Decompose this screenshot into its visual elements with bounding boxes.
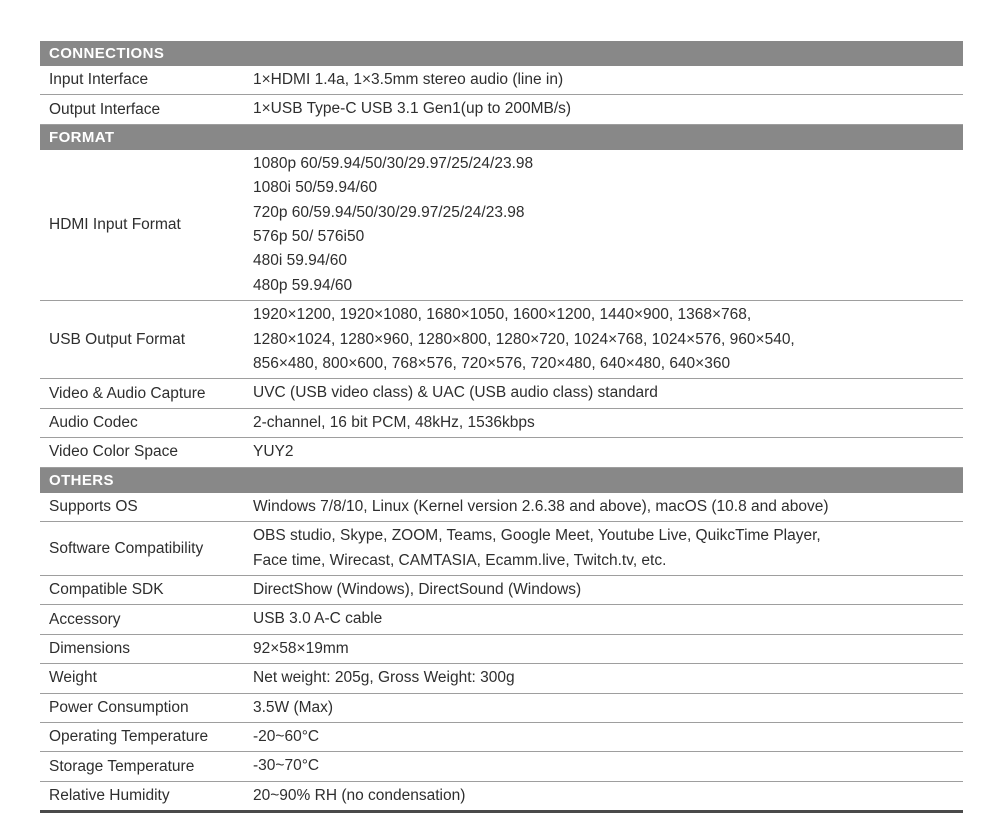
spec-label: Software Compatibility xyxy=(49,539,204,557)
spec-value xyxy=(253,411,963,435)
spec-label: Storage Temperature xyxy=(49,757,195,775)
row-storage-temperature xyxy=(40,752,963,781)
spec-value xyxy=(253,754,963,778)
spec-value-line: -30~70°C xyxy=(253,757,320,775)
spec-value-line: DirectShow (Windows), DirectSound (Windows) xyxy=(253,580,582,598)
spec-label: Relative Humidity xyxy=(49,786,170,804)
spec-label: Power Consumption xyxy=(49,698,189,716)
spec-value-line: 856×480, 800×600, 768×576, 720×576, 720×480, 640×480, 640×360 xyxy=(253,355,731,373)
spec-value-line: OBS studio, Skype, ZOOM, Teams, Google Meet, Youtube Live, QuikcTime Player, xyxy=(253,527,821,545)
spec-label: USB Output Format xyxy=(49,330,186,348)
spec-value-line: 480p 59.94/60 xyxy=(253,276,353,294)
spec-value-line: 576p 50/ 576i50 xyxy=(253,228,365,246)
spec-label: Video & Audio Capture xyxy=(49,384,206,402)
row-dimensions xyxy=(40,635,963,664)
spec-value-line: 1080p 60/59.94/50/30/29.97/25/24/23.98 xyxy=(253,154,534,172)
spec-value xyxy=(253,696,963,720)
section-header-others: OTHERS xyxy=(40,468,963,493)
spec-label: Accessory xyxy=(49,610,121,628)
spec-value-line: 1080i 50/59.94/60 xyxy=(253,179,378,197)
spec-value-line: 480i 59.94/60 xyxy=(253,252,347,270)
row-supports-os xyxy=(40,493,963,522)
spec-value-line: 1×HDMI 1.4a, 1×3.5mm stereo audio (line in) xyxy=(253,71,564,88)
spec-value xyxy=(253,784,963,808)
spec-value xyxy=(253,666,963,690)
row-operating-temperature xyxy=(40,723,963,752)
spec-value-line: USB 3.0 A-C cable xyxy=(253,610,383,628)
spec-label: Audio Codec xyxy=(49,414,138,432)
spec-value xyxy=(253,68,963,92)
spec-value-line: 2-channel, 16 bit PCM, 48kHz, 1536kbps xyxy=(253,413,535,431)
spec-label: Input Interface xyxy=(49,71,149,89)
row-video-audio-capture xyxy=(40,379,963,408)
spec-value xyxy=(253,381,963,405)
spec-value xyxy=(253,607,963,631)
row-hdmi-input-format xyxy=(40,150,963,301)
spec-value xyxy=(253,152,963,298)
section-header-connections: CONNECTIONS xyxy=(40,41,963,66)
row-audio-codec xyxy=(40,409,963,438)
spec-value xyxy=(253,495,963,519)
spec-value-line: Net weight: 205g, Gross Weight: 300g xyxy=(253,669,515,687)
spec-label: Compatible SDK xyxy=(49,581,164,599)
spec-table xyxy=(40,41,963,813)
spec-value-line: Windows 7/8/10, Linux (Kernel version 2.6.38 and above), macOS (10.8 and above) xyxy=(253,497,829,515)
spec-label: Operating Temperature xyxy=(49,728,209,746)
row-video-color-space xyxy=(40,438,963,467)
row-output-interface xyxy=(40,95,963,124)
section-header-format: FORMAT xyxy=(40,125,963,150)
spec-label: Output Interface xyxy=(49,100,161,118)
spec-label: Weight xyxy=(49,669,97,687)
spec-value-line: 1280×1024, 1280×960, 1280×800, 1280×720, 1024×768, 1024×576, 960×540, xyxy=(253,330,795,348)
spec-value-line: -20~60°C xyxy=(253,727,320,745)
spec-value xyxy=(253,303,963,376)
spec-label: Video Color Space xyxy=(49,443,178,461)
spec-value-line: 1920×1200, 1920×1080, 1680×1050, 1600×1200, 1440×900, 1368×768, xyxy=(253,306,752,324)
row-usb-output-format xyxy=(40,301,963,379)
spec-value-line: UVC (USB video class) & UAC (USB audio class) standard xyxy=(253,384,658,402)
row-compatible-sdk xyxy=(40,576,963,605)
spec-value xyxy=(253,97,963,121)
spec-value xyxy=(253,637,963,661)
spec-value-line: 20~90% RH (no condensation) xyxy=(253,786,466,804)
spec-value-line: 1×USB Type-C USB 3.1 Gen1(up to 200MB/s) xyxy=(253,100,572,118)
spec-value xyxy=(253,578,963,602)
spec-value-line: 92×58×19mm xyxy=(253,639,349,657)
spec-value-line: 720p 60/59.94/50/30/29.97/25/24/23.98 xyxy=(253,203,525,221)
spec-value-line: 3.5W (Max) xyxy=(253,698,334,716)
row-accessory xyxy=(40,605,963,634)
row-power-consumption xyxy=(40,694,963,723)
spec-label: Supports OS xyxy=(49,497,138,515)
spec-label: HDMI Input Format xyxy=(49,216,181,234)
spec-value xyxy=(253,725,963,749)
row-input-interface xyxy=(40,66,963,95)
spec-value xyxy=(253,524,963,573)
spec-value xyxy=(253,440,963,464)
spec-value-line: Face time, Wirecast, CAMTASIA, Ecamm.live, Twitch.tv, etc. xyxy=(253,551,667,569)
row-relative-humidity xyxy=(40,782,963,813)
row-software-compatibility xyxy=(40,522,963,576)
row-weight xyxy=(40,664,963,693)
spec-label: Dimensions xyxy=(49,639,130,657)
spec-value-line: YUY2 xyxy=(253,443,294,461)
